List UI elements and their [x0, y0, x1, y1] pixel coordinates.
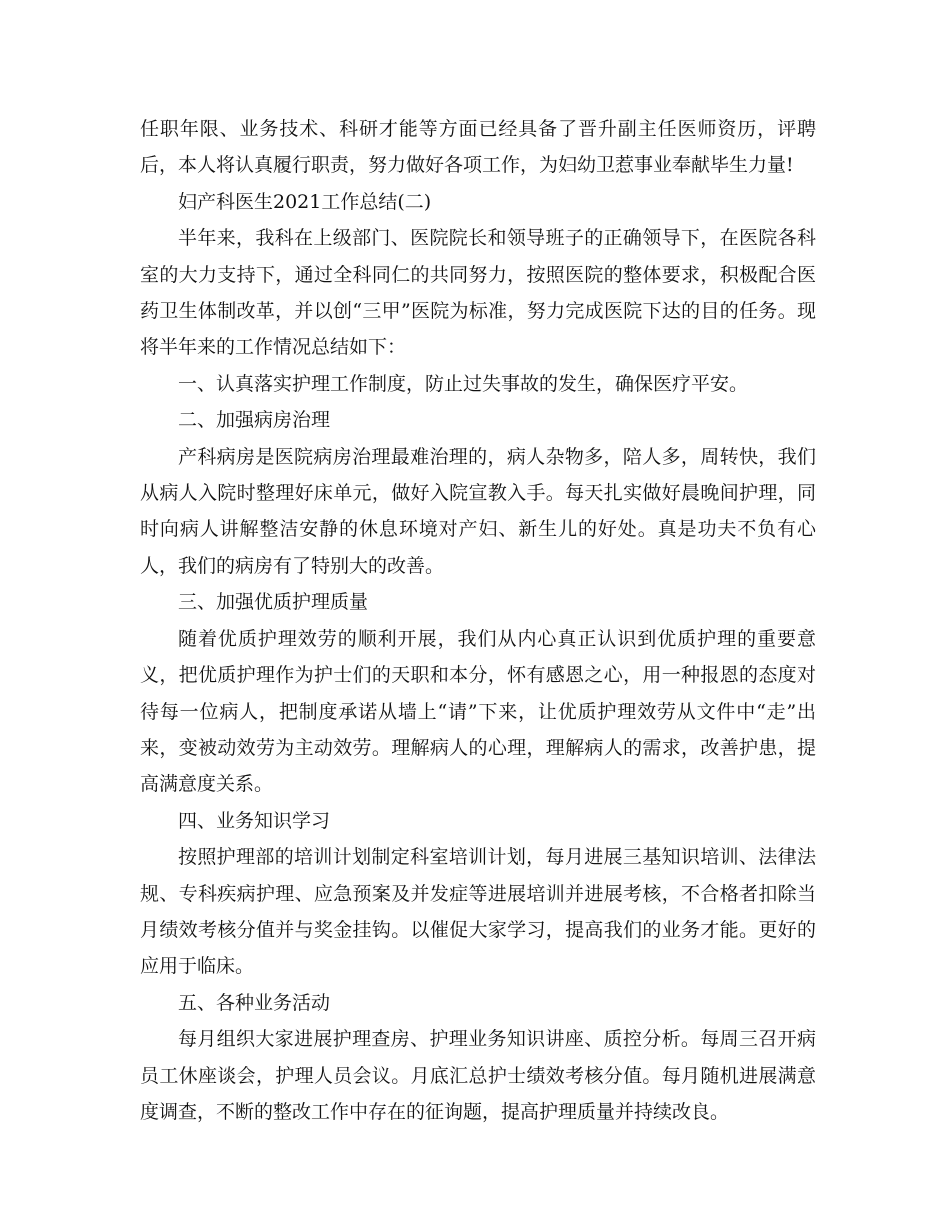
paragraph: 随着优质护理效劳的顺利开展，我们从内心真正认识到优质护理的重要意义，把优质护理作为护士们的天职和本分，怀有感恩之心，用一种报恩的态度对待每一位病人，把制度承诺从墙上“请”下来，让优质护理效劳从文件中“走”出来，变被动效劳为主动效劳。理解病人的心理，理解病人的需求，改善护患，提高满意度关系。 — [140, 627, 816, 796]
paragraph: 半年来，我科在上级部门、医院院长和领导班子的正确领导下，在医院各科室的大力支持下，通过全科同仁的共同努力，按照医院的整体要求，积极配合医药卫生体制改革，并以创“三甲”医院为标准，努力完成医院下达的目的任务。现将半年来的工作情况总结如下： — [140, 227, 816, 359]
paragraph-continued: 任职年限、业务技术、科研才能等方面已经具备了晋升副主任医师资历，评聘后，本人将认真履行职责，努力做好各项工作，为妇幼卫惹事业奉献毕生力量! — [140, 118, 816, 177]
subheading-2: 二、加强病房治理 — [178, 409, 331, 432]
section-title: 妇产科医生2021工作总结(二) — [178, 190, 432, 213]
subheading-5: 五、各种业务活动 — [178, 991, 331, 1014]
paragraph: 产科病房是医院病房治理最难治理的，病人杂物多，陪人多，周转快，我们从病人入院时整理好床单元，做好入院宣教入手。每天扎实做好晨晚间护理，同时向病人讲解整洁安静的休息环境对产妇、新生儿的好处。真是功夫不负有心人，我们的病房有了特别大的改善。 — [140, 445, 816, 577]
paragraph: 每月组织大家进展护理查房、护理业务知识讲座、质控分析。每周三召开病员工休座谈会，护理人员会议。月底汇总护士绩效考核分值。每月随机进展满意度调查，不断的整改工作中存在的征询题，提高护理质量并持续改良。 — [140, 1028, 816, 1123]
paragraph: 按照护理部的培训计划制定科室培训计划，每月进展三基知识培训、法律法规、专科疾病护理、应急预案及并发症等进展培训并进展考核，不合格者扣除当月绩效考核分值并与奖金挂钩。以催促大家学习，提高我们的业务才能。更好的应用于临床。 — [140, 846, 816, 978]
subheading-1: 一、认真落实护理工作制度，防止过失事故的发生，确保医疗平安。 — [178, 372, 749, 395]
subheading-4: 四、业务知识学习 — [178, 809, 331, 832]
subheading-3: 三、加强优质护理质量 — [178, 591, 369, 614]
document-body — [140, 111, 816, 1130]
